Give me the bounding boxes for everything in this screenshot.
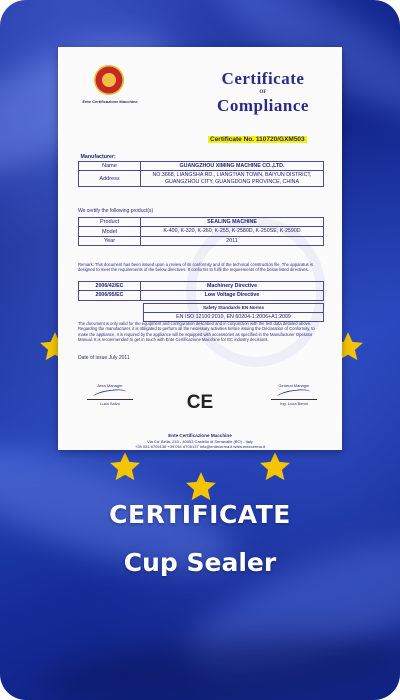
- footer-address: Via Ca' Bella, 243 - 40053 Castello di Serravalle (BO) - Italy: [147, 438, 253, 444]
- year-label: Year: [79, 236, 141, 245]
- certificate-document: [58, 47, 342, 450]
- signature-right: [264, 383, 324, 406]
- caption-title: CERTIFICATE: [109, 500, 291, 529]
- product-table: [78, 217, 324, 246]
- manufacturer-header: Manufacturer:: [79, 153, 324, 162]
- sig-left-name: Luca Salvo: [100, 401, 120, 406]
- remark-text: Remark: This document has been issued upon a review of its conformity and of the technical construction file. The apparatus is designed to meet the requirements of the below directives. It conforms to fulfil the requirements of the below listed directives.: [78, 262, 313, 273]
- body-text: The document is only valid for the equipment and configuration described and in conjunction with the test data detailed above. Regarding the manufacturer, it is obligated to perform all the necessary activities before issuing the Declaration of Conformity, to make the appliance, it is required by the appliance will be equipped with accessories as specified in the Manufacturer Operator Manual. It is recommended to get in touch with Ente Certificazione Macchine for EC industry decisions.: [78, 321, 315, 342]
- name-value: GUANGZHOU XIMING MACHINE CO.,LTD.: [141, 162, 324, 171]
- model-value: K-400, K-320, K-260, K-255, K-2580D, K-250SE, K-2590D: [141, 227, 324, 236]
- directive-code: 2006/95/EC: [79, 291, 141, 300]
- signature-left: [80, 383, 140, 406]
- issuer-seal-logo: [94, 65, 124, 95]
- year-value: 2011: [141, 236, 324, 245]
- address-value: NO.3668, LIANGSHA RD., LIANGTIAN TOWN, BAIYUN DISTRICT, GUANGZHOU CITY, GUANGDONG PROVINCE, CHINA: [141, 171, 324, 187]
- directive-code: 2006/42/EC: [79, 282, 141, 291]
- footer-contact: +39 051 6705136 +39 051 6705137 info@entecerma.it www.entecerma.it: [135, 444, 265, 450]
- title-of: OF: [259, 90, 267, 95]
- directives-table: [78, 281, 324, 301]
- title-line1: Certificate: [221, 69, 305, 88]
- product-value: SEALING MACHINE: [141, 218, 324, 227]
- ce-mark: CE: [186, 392, 214, 413]
- name-label: Name: [79, 162, 141, 171]
- star-icon: [184, 470, 218, 504]
- issuer-footer: [98, 433, 302, 449]
- manufacturer-table: [78, 153, 324, 187]
- certificate-title: [196, 69, 330, 116]
- directive-row: [79, 282, 324, 291]
- signature-scribble: [87, 388, 133, 400]
- title-line2: Compliance: [217, 96, 309, 115]
- standards-table: [143, 303, 324, 322]
- star-icon: [108, 450, 142, 484]
- date-of-issue: Date of issue July 2011: [78, 355, 130, 361]
- standards-header: Safety Standards EN Norms: [144, 304, 324, 313]
- standards-value: EN ISO 12100:2010, EN 60204-1:2006+A1:2009: [144, 312, 324, 321]
- directive-name: Low Voltage Directive: [141, 291, 324, 300]
- signature-scribble: [271, 388, 317, 400]
- sig-right-title: General Manager: [278, 383, 310, 388]
- model-label: Model: [79, 227, 141, 236]
- footer-name: Ente Certificazione Macchine: [168, 433, 232, 438]
- product-label: Product: [79, 218, 141, 227]
- directive-name: Machinery Directive: [141, 282, 324, 291]
- caption-subtitle: Cup Sealer: [123, 548, 277, 577]
- star-icon: [258, 450, 292, 484]
- certificate-number: Certificate No. 110720/GXM503: [210, 136, 305, 143]
- certify-line: We certify the following product(s): [78, 208, 154, 214]
- address-label: Address: [79, 171, 141, 187]
- sig-right-name: Ing. Luca Benni: [280, 401, 308, 406]
- issuer-caption: Ente Certificazione Macchine: [82, 99, 138, 104]
- directive-row: [79, 291, 324, 300]
- sig-left-title: Area Manager: [97, 383, 123, 388]
